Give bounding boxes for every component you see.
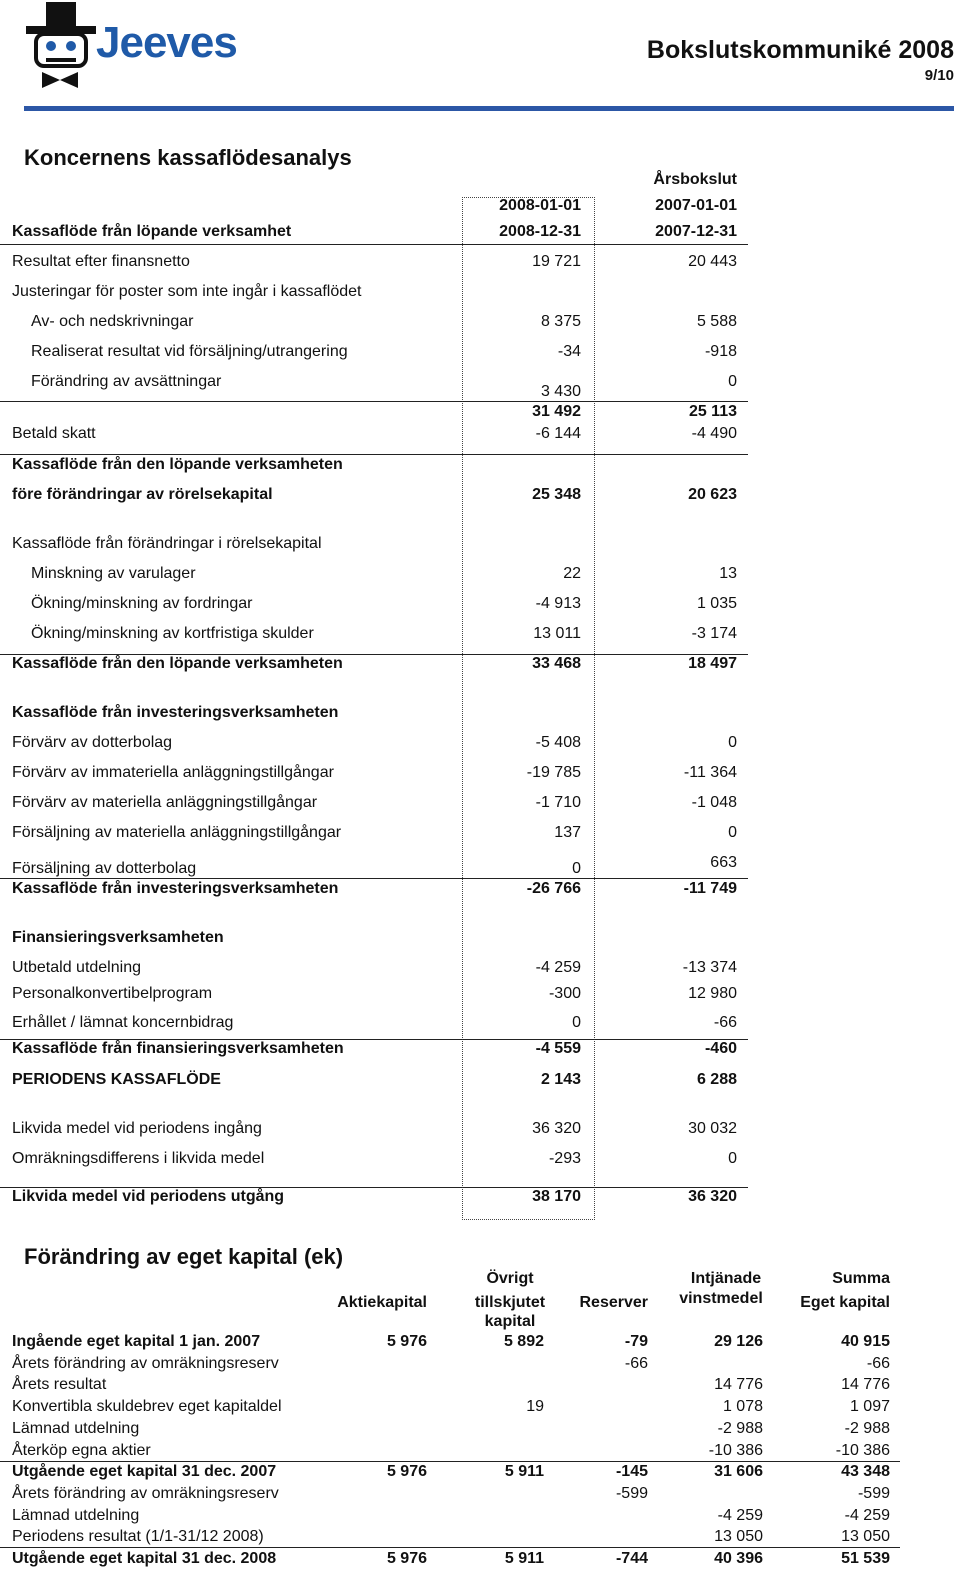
cashflow-value-2008: 3 430 (540, 383, 581, 400)
cashflow-value-2007: -3 174 (691, 625, 737, 642)
equity-value-i: 40 396 (714, 1550, 763, 1567)
rule-investing-total (0, 878, 748, 879)
equity-value-a: 5 976 (386, 1463, 427, 1480)
cashflow-row-label: Personalkonvertibelprogram (12, 985, 213, 1002)
equity-header-reserver: Reserver (579, 1294, 648, 1311)
equity-value-o: 19 (526, 1398, 544, 1415)
cashflow-row-label: Förvärv av dotterbolag (12, 734, 173, 751)
equity-row-label: Utgående eget kapital 31 dec. 2007 (12, 1463, 277, 1480)
equity-header-ovrigt-3: kapital (484, 1313, 536, 1330)
equity-header-intjanade-1: Intjänade (690, 1270, 762, 1287)
equity-value-s: -2 988 (844, 1420, 890, 1437)
equity-header-intjanade-2: vinstmedel (679, 1290, 763, 1307)
equity-value-s: -599 (857, 1485, 890, 1502)
cashflow-value-2007: 18 497 (688, 655, 737, 672)
page-number: 9/10 (924, 67, 954, 84)
equity-row-label: Konvertibla skuldebrev eget kapitaldel (12, 1398, 282, 1415)
cashflow-row-label: Förvärv av materiella anläggningstillgångar (12, 794, 318, 811)
cashflow-value-2007: 6 288 (696, 1071, 737, 1088)
equity-title: Förändring av eget kapital (ek) (24, 1244, 344, 1269)
equity-value-r: -599 (615, 1485, 648, 1502)
cashflow-value-2008: 8 375 (540, 313, 581, 330)
cashflow-row-label: Resultat efter finansnetto (12, 253, 190, 270)
equity-value-r: -66 (624, 1355, 648, 1372)
cashflow-value-2007: 20 623 (688, 486, 737, 503)
cashflow-value-2008: 36 320 (532, 1120, 581, 1137)
cashflow-value-2007: -66 (713, 1014, 737, 1031)
cashflow-row-label: Av- och nedskrivningar (31, 313, 194, 330)
equity-value-a: 5 976 (386, 1333, 427, 1350)
cashflow-row-label: Likvida medel vid periodens ingång (12, 1120, 262, 1137)
equity-value-o: 5 911 (504, 1463, 544, 1480)
cashflow-value-2007: -13 374 (682, 959, 737, 976)
cashflow-value-2008: 19 721 (532, 253, 581, 270)
cashflow-value-2008: 25 348 (532, 486, 581, 503)
cashflow-value-2008: 33 468 (532, 655, 581, 672)
cashflow-row-label: Kassaflöde från förändringar i rörelsekapital (12, 535, 322, 552)
rule-subtotal (0, 401, 748, 402)
cashflow-value-2008: -26 766 (526, 880, 581, 897)
equity-value-i: -2 988 (717, 1420, 763, 1437)
company-logo (22, 2, 262, 94)
cashflow-value-2007: -1 048 (691, 794, 737, 811)
cashflow-value-2007: 30 032 (688, 1120, 737, 1137)
cashflow-row-label: Finansieringsverksamheten (12, 929, 224, 946)
equity-rule-2008 (0, 1547, 900, 1548)
cashflow-row-label: PERIODENS KASSAFLÖDE (12, 1071, 221, 1088)
equity-value-i: 14 776 (714, 1376, 763, 1393)
cashflow-value-2007: 0 (728, 1150, 737, 1167)
cashflow-value-2008: -5 408 (535, 734, 581, 751)
cashflow-value-2007: 1 035 (696, 595, 737, 612)
document-title: Bokslutskommuniké 2008 (646, 36, 954, 64)
equity-value-s: 14 776 (841, 1376, 890, 1393)
cashflow-value-2008: 31 492 (532, 403, 581, 420)
cashflow-value-2008: -4 259 (535, 959, 581, 976)
equity-value-s: -4 259 (844, 1507, 890, 1524)
cashflow-value-2007: -918 (704, 343, 737, 360)
header-divider (24, 106, 954, 111)
cashflow-row-label: Betald skatt (12, 425, 96, 442)
cashflow-value-2007: -11 364 (683, 764, 737, 781)
equity-value-i: -4 259 (717, 1507, 763, 1524)
cashflow-value-2008: -293 (548, 1150, 581, 1167)
rule-operating-total (0, 654, 748, 655)
cashflow-row-label: före förändringar av rörelsekapital (12, 486, 273, 503)
column1-from: 2008-01-01 (499, 197, 581, 214)
cashflow-value-2007: 0 (728, 824, 737, 841)
cashflow-row-label: Erhållet / lämnat koncernbidrag (12, 1014, 234, 1031)
equity-header-summa-1: Summa (832, 1270, 890, 1287)
rule-financing-total (0, 1039, 748, 1040)
cashflow-value-2008: 2 143 (540, 1071, 581, 1088)
cashflow-value-2008: -300 (548, 985, 581, 1002)
equity-rule-2007 (0, 1461, 900, 1462)
logo-wordmark: Jeeves (96, 18, 237, 67)
section-label-operating: Kassaflöde från löpande verksamhet (12, 223, 292, 240)
equity-row-label: Årets resultat (12, 1376, 107, 1393)
cashflow-row-label: Minskning av varulager (31, 565, 196, 582)
cashflow-row-label: Kassaflöde från den löpande verksamheten (12, 655, 343, 672)
column1-to: 2008-12-31 (499, 223, 581, 240)
cashflow-value-2008: 13 011 (533, 625, 581, 642)
cashflow-value-2008: -4 913 (535, 595, 581, 612)
cashflow-value-2008: 22 (563, 565, 581, 582)
cashflow-value-2007: -11 749 (683, 880, 737, 897)
cashflow-row-label: Kassaflöde från den löpande verksamheten (12, 456, 343, 473)
equity-value-s: -66 (866, 1355, 890, 1372)
cashflow-row-label: Försäljning av dotterbolag (12, 860, 197, 877)
cashflow-value-2007: 0 (728, 373, 737, 390)
cashflow-value-2008: -4 559 (535, 1040, 581, 1057)
cashflow-value-2008: 0 (572, 1014, 581, 1031)
cashflow-value-2007: 12 980 (688, 985, 737, 1002)
cashflow-title: Koncernens kassaflödesanalys (24, 145, 352, 170)
cashflow-value-2007: -460 (704, 1040, 737, 1057)
cashflow-row-label: Kassaflöde från investeringsverksamheten (12, 704, 339, 721)
equity-value-i: 1 078 (722, 1398, 763, 1415)
cashflow-value-2008: -1 710 (535, 794, 581, 811)
equity-value-r: -79 (624, 1333, 648, 1350)
rule-before-wc (0, 454, 748, 455)
cashflow-row-label: Kassaflöde från finansieringsverksamheten (12, 1040, 344, 1057)
equity-value-i: 29 126 (714, 1333, 763, 1350)
cashflow-row-label: Ökning/minskning av fordringar (31, 595, 253, 612)
header-rule (0, 244, 748, 245)
equity-value-i: -10 386 (708, 1442, 763, 1459)
equity-row-label: Årets förändring av omräkningsreserv (12, 1485, 279, 1502)
cashflow-value-2007: 36 320 (688, 1188, 737, 1205)
cashflow-row-label: Förvärv av immateriella anläggningstillgångar (12, 764, 334, 781)
cashflow-value-2008: -34 (557, 343, 581, 360)
cashflow-value-2008: 137 (554, 824, 581, 841)
equity-row-label: Ingående eget kapital 1 jan. 2007 (12, 1333, 261, 1350)
cashflow-row-label: Likvida medel vid periodens utgång (12, 1188, 285, 1205)
equity-value-s: 1 097 (849, 1398, 890, 1415)
cashflow-value-2007: 13 (719, 565, 737, 582)
cashflow-value-2008: 0 (572, 860, 581, 877)
cashflow-value-2007: 0 (728, 734, 737, 751)
equity-value-r: -744 (615, 1550, 648, 1567)
equity-row-label: Periodens resultat (1/1-31/12 2008) (12, 1528, 264, 1545)
equity-header-ovrigt-1: Övrigt (486, 1270, 534, 1287)
column2-from: 2007-01-01 (655, 197, 737, 214)
cashflow-row-label: Ökning/minskning av kortfristiga skulder (31, 625, 314, 642)
cashflow-value-2007: 20 443 (688, 253, 737, 270)
cashflow-row-label: Kassaflöde från investeringsverksamheten (12, 880, 339, 897)
column2-to: 2007-12-31 (655, 223, 737, 240)
equity-value-r: -145 (615, 1463, 648, 1480)
equity-header-ovrigt-2: tillskjutet (474, 1294, 546, 1311)
column-header-arsbokslut: Årsbokslut (653, 171, 737, 188)
equity-value-i: 31 606 (714, 1463, 763, 1480)
cashflow-value-2008: 38 170 (532, 1188, 581, 1205)
equity-row-label: Utgående eget kapital 31 dec. 2008 (12, 1550, 277, 1567)
equity-value-o: 5 911 (504, 1550, 544, 1567)
equity-value-a: 5 976 (386, 1550, 427, 1567)
cashflow-row-label: Försäljning av materiella anläggningstillgångar (12, 824, 342, 841)
equity-row-label: Årets förändring av omräkningsreserv (12, 1355, 279, 1372)
equity-value-s: 13 050 (841, 1528, 890, 1545)
equity-row-label: Återköp egna aktier (12, 1442, 151, 1459)
equity-value-s: -10 386 (835, 1442, 890, 1459)
cashflow-value-2007: 663 (710, 854, 737, 871)
cashflow-value-2008: -19 785 (526, 764, 581, 781)
rule-liquid-end (0, 1187, 748, 1188)
equity-value-s: 43 348 (841, 1463, 890, 1480)
cashflow-row-label: Förändring av avsättningar (31, 373, 222, 390)
cashflow-row-label: Realiserat resultat vid försäljning/utrangering (31, 343, 348, 360)
cashflow-row-label: Justeringar för poster som inte ingår i kassaflödet (12, 283, 362, 300)
equity-header-summa-2: Eget kapital (800, 1294, 890, 1311)
cashflow-value-2007: -4 490 (691, 425, 737, 442)
butler-logo-icon (22, 2, 98, 92)
equity-value-i: 13 050 (714, 1528, 763, 1545)
equity-row-label: Lämnad utdelning (12, 1507, 140, 1524)
equity-value-s: 51 539 (841, 1550, 890, 1567)
equity-header-aktiekapital: Aktiekapital (337, 1294, 427, 1311)
cashflow-value-2007: 25 113 (688, 403, 737, 420)
equity-value-o: 5 892 (503, 1333, 544, 1350)
equity-value-s: 40 915 (841, 1333, 890, 1350)
equity-row-label: Lämnad utdelning (12, 1420, 140, 1437)
cashflow-value-2008: -6 144 (535, 425, 581, 442)
cashflow-row-label: Omräkningsdifferens i likvida medel (12, 1150, 265, 1167)
cashflow-value-2007: 5 588 (696, 313, 737, 330)
cashflow-row-label: Utbetald utdelning (12, 959, 141, 976)
